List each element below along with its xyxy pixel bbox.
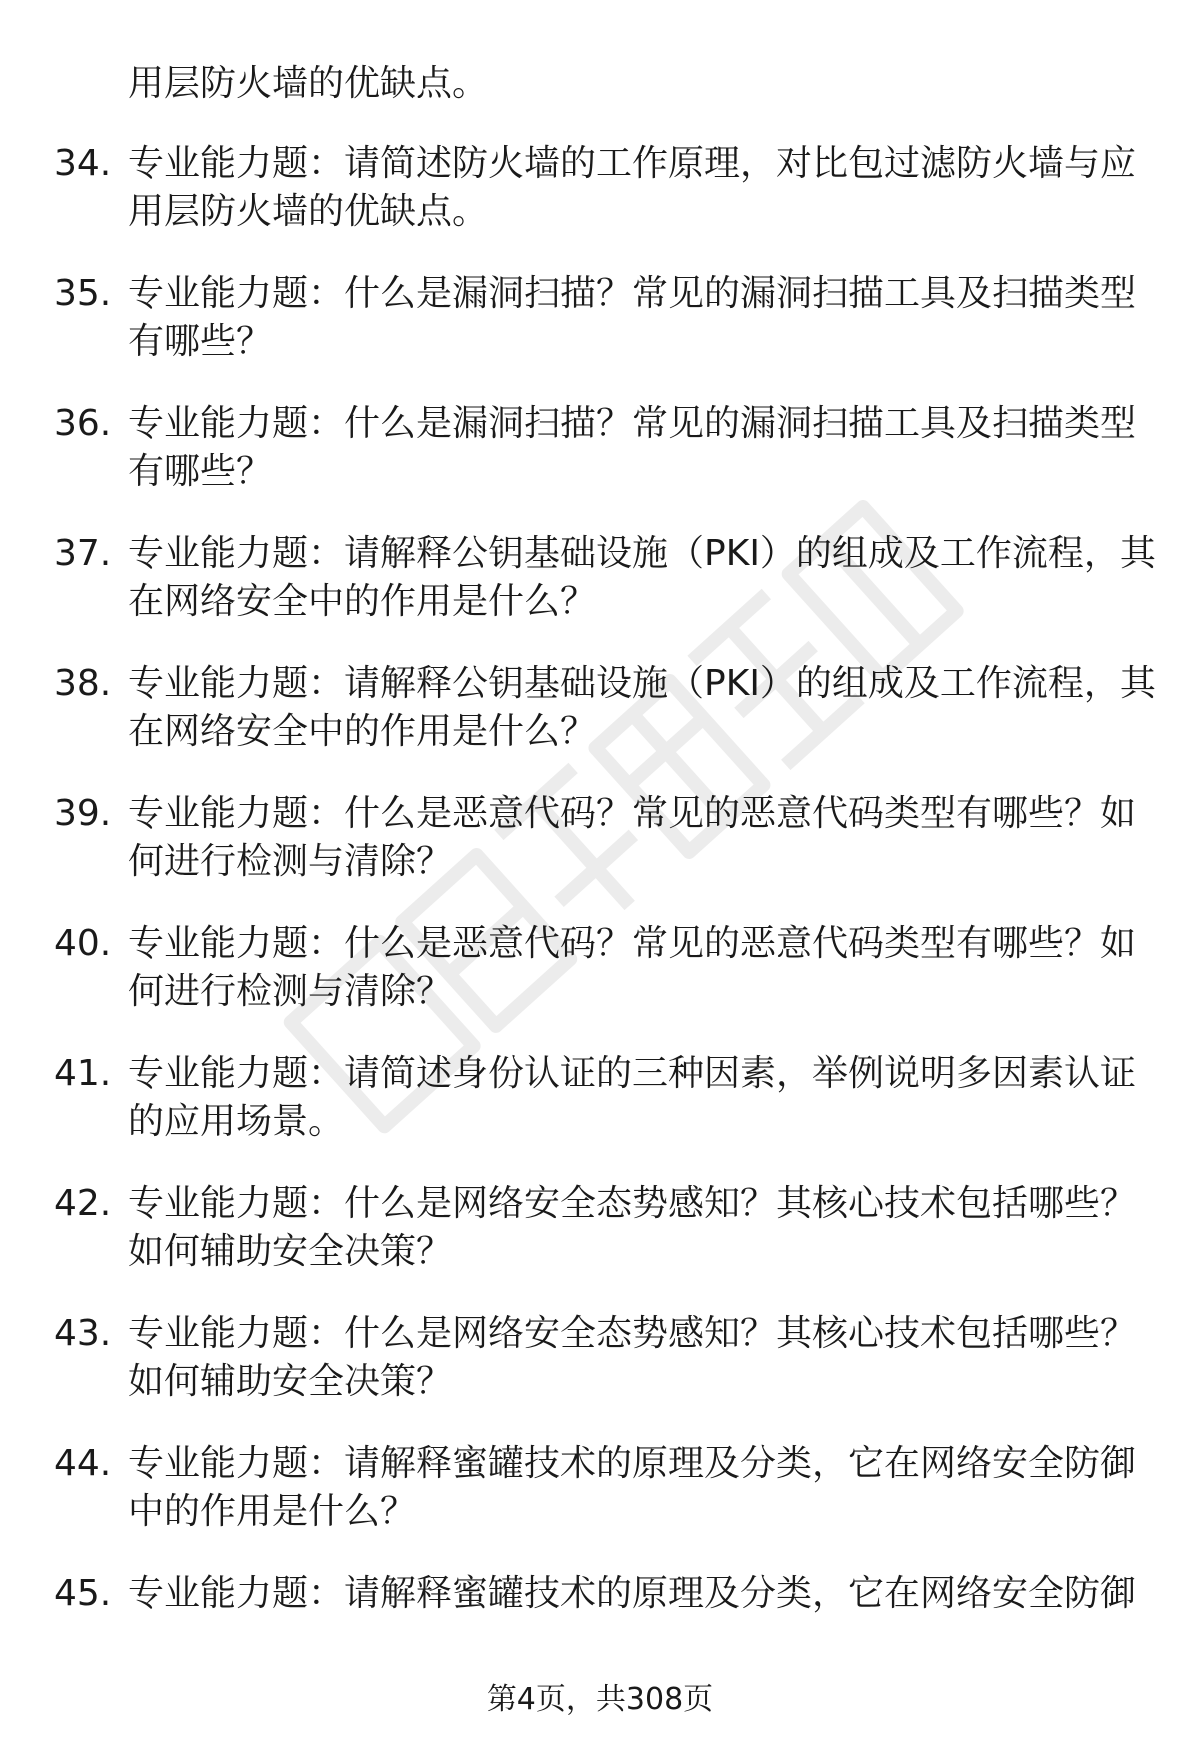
page-number-footer: 第4页，共308页 [486, 1682, 714, 1717]
question-text: 专业能力题：请简述防火墙的工作原理，对比包过滤防火墙与应用层防火墙的优缺点。 [128, 143, 1137, 232]
question-text: 专业能力题：什么是网络安全态势感知？其核心技术包括哪些？如何辅助安全决策？ [128, 1313, 1137, 1402]
question-number: 42. [54, 1183, 112, 1224]
question-text: 专业能力题：什么是恶意代码？常见的恶意代码类型有哪些？如何进行检测与清除？ [128, 793, 1137, 882]
question-number: 38. [54, 663, 112, 704]
question-number: 36. [54, 403, 112, 444]
question-number: 45. [54, 1573, 112, 1614]
question-number: 37. [54, 533, 112, 574]
question-number: 44. [54, 1443, 112, 1484]
list-item [0, 530, 1200, 660]
list-item [0, 790, 1200, 920]
continued-text: 用层防火墙的优缺点。 [128, 63, 489, 104]
list-item [0, 1310, 1200, 1440]
list-item [0, 1180, 1200, 1310]
question-number: 34. [54, 143, 112, 184]
list-item [0, 920, 1200, 1050]
question-text: 专业能力题：请简述身份认证的三种因素，举例说明多因素认证的应用场景。 [128, 1053, 1137, 1142]
question-text: 专业能力题：什么是漏洞扫描？常见的漏洞扫描工具及扫描类型有哪些？ [128, 273, 1137, 362]
question-text: 专业能力题：请解释蜜罐技术的原理及分类，它在网络安全防御中的作用是什么？ [128, 1443, 1137, 1532]
question-text: 专业能力题：什么是恶意代码？常见的恶意代码类型有哪些？如何进行检测与清除？ [128, 923, 1137, 1012]
question-text: 专业能力题：请解释公钥基础设施（PKI）的组成及工作流程，其在网络安全中的作用是什么？ [128, 533, 1156, 622]
question-text: 专业能力题：什么是网络安全态势感知？其核心技术包括哪些？如何辅助安全决策？ [128, 1183, 1137, 1272]
list-item [0, 140, 1200, 270]
list-item [0, 400, 1200, 530]
question-number: 43. [54, 1313, 112, 1354]
list-item [0, 270, 1200, 400]
question-number: 41. [54, 1053, 112, 1094]
question-number: 39. [54, 793, 112, 834]
list-item [0, 660, 1200, 790]
question-text: 专业能力题：请解释公钥基础设施（PKI）的组成及工作流程，其在网络安全中的作用是什么？ [128, 663, 1156, 752]
question-list [0, 140, 1200, 1700]
question-text: 专业能力题：什么是漏洞扫描？常见的漏洞扫描工具及扫描类型有哪些？ [128, 403, 1137, 492]
list-item [0, 1440, 1200, 1570]
question-number: 40. [54, 923, 112, 964]
question-text: 专业能力题：请解释蜜罐技术的原理及分类，它在网络安全防御 [128, 1573, 1137, 1614]
question-number: 35. [54, 273, 112, 314]
list-item [0, 1050, 1200, 1180]
